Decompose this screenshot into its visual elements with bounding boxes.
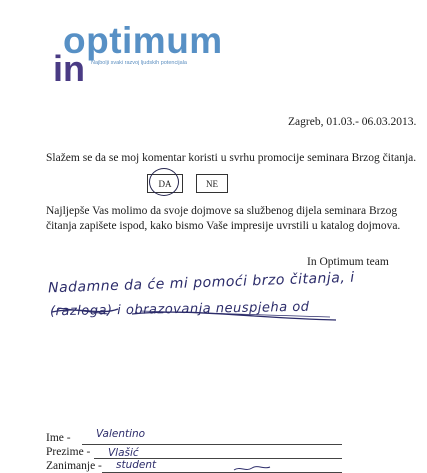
logo-tagline: Najbolji svaki razvoj ljudskih potencijala — [91, 60, 187, 66]
name-line — [82, 444, 342, 445]
consent-no-label: NE — [206, 178, 218, 189]
handwritten-comment-line-1: Nadamne da će mi pomoći brzo čitanja, i — [47, 269, 355, 297]
name-label: Ime - — [46, 432, 71, 444]
handwritten-comment-line-2: (razloga) i obrazovanja neuspjeha od — [49, 299, 310, 320]
surname-field[interactable] — [46, 446, 139, 459]
consent-no-box[interactable] — [196, 174, 228, 193]
team-signature: In Optimum team — [307, 256, 389, 268]
logo-prefix: in — [53, 48, 85, 89]
optimum-logo — [53, 20, 253, 90]
instructions-line-2: čitanja zapišete ispod, kako bismo Vaše impresije uvrstili u katalog dojmova. — [46, 219, 401, 232]
handwritten-scribble — [232, 464, 272, 473]
logo-brand: optimum — [63, 20, 223, 61]
surname-label: Prezime - — [46, 446, 91, 458]
name-value: Valentino — [96, 428, 146, 440]
occupation-value: student — [116, 459, 157, 471]
name-field[interactable] — [46, 428, 146, 444]
selection-circle — [149, 168, 179, 196]
instructions-line-1: Najljepše Vas molimo da svoje dojmove sa službenog dijela seminara Brzog — [46, 205, 398, 217]
consent-yes-label: DA — [158, 178, 172, 189]
instructions-paragraph — [46, 204, 400, 234]
document-date: Zagreb, 01.03.- 06.03.2013. — [288, 116, 417, 128]
surname-value: Vlašić — [108, 447, 139, 459]
consent-statement: Slažem se da se moj komentar koristi u svrhu promocije seminara Brzog čitanja. — [46, 152, 417, 164]
occupation-label: Zanimanje - — [46, 460, 102, 472]
occupation-field[interactable] — [46, 459, 157, 472]
